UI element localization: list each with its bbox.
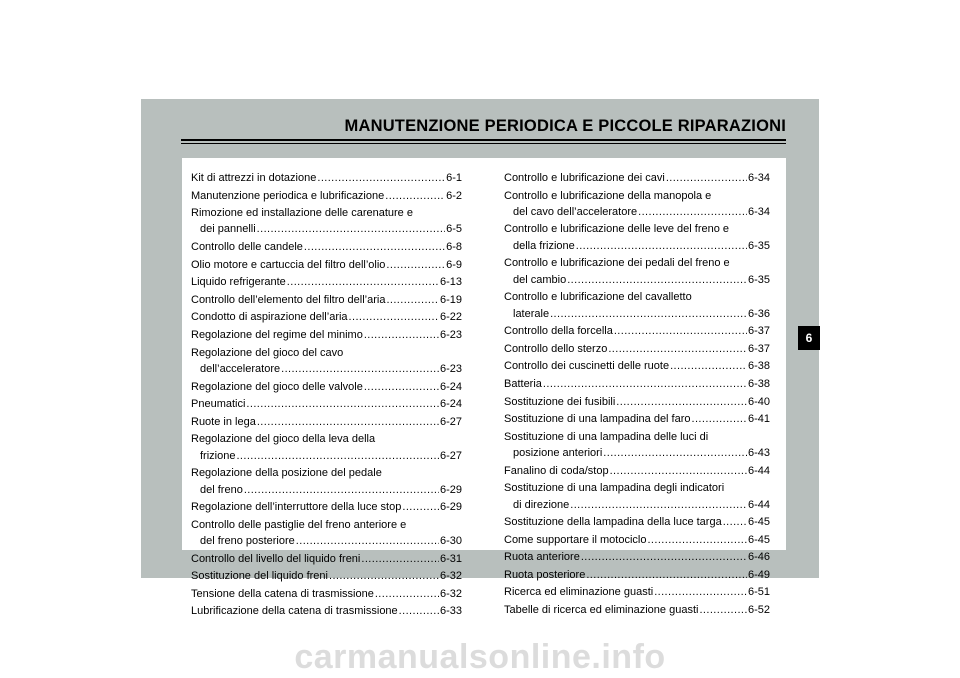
watermark: carmanualsonline.info: [294, 638, 666, 676]
toc-entry-text: Regolazione dell’interruttore della luce stop: [191, 501, 402, 514]
toc-leader-dots: [603, 445, 747, 461]
toc-entry-text: del cambio: [513, 273, 567, 286]
toc-leader-dots: [385, 188, 445, 204]
toc-leader-dots: [399, 603, 439, 619]
toc-entry[interactable]: [504, 376, 770, 392]
toc-entry[interactable]: [504, 532, 770, 548]
toc-page-number: 6-38: [747, 360, 770, 373]
toc-entry-text: Ruote in lega: [191, 415, 256, 428]
toc-entry[interactable]: [191, 327, 462, 343]
toc-entry-text: Liquido refrigerante: [191, 276, 286, 289]
toc-page-number: 6-36: [747, 307, 770, 320]
toc-page-number: 6-34: [747, 205, 770, 218]
toc-leader-dots: [386, 257, 445, 273]
toc-leader-dots: [699, 602, 747, 618]
toc-page-number: 6-33: [439, 605, 462, 618]
toc-entry-text: Come supportare il motociclo: [504, 533, 647, 546]
toc-leader-dots: [543, 376, 747, 392]
toc-entry[interactable]: [191, 379, 462, 395]
toc-leader-dots: [287, 274, 439, 290]
toc-entry-text: Controllo delle candele: [191, 241, 303, 254]
toc-entry[interactable]: [191, 499, 462, 515]
toc-entry[interactable]: [504, 255, 770, 288]
toc-page-number: 6-29: [439, 501, 462, 514]
title-rule-thick: [181, 139, 786, 141]
toc-entry-text: Sostituzione di una lampadina degli indicatori: [504, 482, 725, 495]
toc-entry-text: Controllo e lubrificazione delle leve del freno e: [504, 223, 730, 236]
toc-leader-dots: [608, 341, 747, 357]
toc-entry[interactable]: [191, 568, 462, 584]
toc-page-number: 6-45: [747, 516, 770, 529]
toc-entry-text: del cavo dell’acceleratore: [513, 205, 638, 218]
toc-page-number: 6-8: [446, 241, 462, 254]
toc-leader-dots: [244, 482, 439, 498]
toc-entry-text: Kit di attrezzi in dotazione: [191, 172, 317, 184]
toc-entry[interactable]: [191, 431, 462, 464]
toc-leader-dots: [723, 514, 747, 530]
toc-entry-text: Manutenzione periodica e lubrificazione: [191, 189, 385, 202]
toc-entry-text: Rimozione ed installazione delle carenature e: [191, 207, 413, 220]
toc-page-number: 6-46: [747, 551, 770, 564]
toc-entry[interactable]: [504, 188, 770, 221]
toc-column-right: [504, 170, 770, 620]
toc-entry[interactable]: [191, 414, 462, 430]
toc-leader-dots: [296, 533, 439, 549]
toc-page-number: 6-13: [439, 276, 462, 289]
toc-entry-text: Regolazione della posizione del pedale: [191, 467, 382, 480]
toc-leader-dots: [257, 414, 439, 430]
toc-entry-text: Tabelle di ricerca ed eliminazione guasti: [504, 604, 699, 617]
toc-entry[interactable]: [504, 221, 770, 254]
toc-entry[interactable]: [191, 292, 462, 308]
toc-page-number: 6-24: [439, 398, 462, 411]
toc-leader-dots: [386, 292, 439, 308]
toc-entry[interactable]: [504, 289, 770, 322]
toc-page-number: 6-32: [439, 587, 462, 600]
chapter-tab[interactable]: 6: [798, 326, 820, 350]
toc-page-number: 6-5: [446, 223, 462, 236]
toc-entry-text: Olio motore e cartuccia del filtro dell’olio: [191, 258, 386, 271]
toc-page-number: 6-32: [439, 570, 462, 583]
toc-entry[interactable]: [191, 257, 462, 273]
toc-entry-text: Controllo dei cuscinetti delle ruote: [504, 360, 670, 373]
toc-entry-text: Sostituzione di una lampadina delle luci di: [504, 430, 709, 443]
toc-entry[interactable]: [504, 602, 770, 618]
toc-entry-text: Controllo e lubrificazione del cavalletto: [504, 291, 692, 304]
toc-column-left: [191, 170, 462, 621]
toc-entry-text: dei pannelli: [200, 223, 256, 236]
toc-page-number: 6-37: [747, 325, 770, 338]
toc-page-number: 6-37: [747, 342, 770, 355]
toc-leader-dots: [654, 584, 747, 600]
toc-entry[interactable]: [504, 549, 770, 565]
toc-page-number: 6-40: [747, 395, 770, 408]
toc-entry[interactable]: [191, 517, 462, 550]
toc-entry[interactable]: [191, 188, 462, 204]
toc-entry-text: Tensione della catena di trasmissione: [191, 587, 374, 600]
toc-leader-dots: [361, 551, 439, 567]
toc-leader-dots: [329, 568, 439, 584]
toc-entry[interactable]: [504, 394, 770, 410]
toc-page-number: 6-19: [439, 293, 462, 306]
toc-entry[interactable]: [191, 603, 462, 619]
toc-entry-text: di direzione: [513, 498, 570, 511]
toc-entry-text: della frizione: [513, 239, 575, 252]
toc-entry-text: Condotto di aspirazione dell’aria: [191, 311, 348, 324]
toc-leader-dots: [349, 309, 439, 325]
title-rule-thin: [181, 143, 786, 144]
toc-entry-text: Controllo dello sterzo: [504, 342, 608, 355]
toc-entry[interactable]: [504, 567, 770, 583]
toc-page-number: 6-2: [446, 189, 462, 202]
toc-entry[interactable]: [504, 429, 770, 462]
toc-entry[interactable]: [191, 396, 462, 412]
toc-leader-dots: [375, 586, 439, 602]
toc-page-number: 6-27: [439, 449, 462, 462]
toc-leader-dots: [364, 327, 439, 343]
toc-page-number: 6-22: [439, 311, 462, 324]
toc-page-number: 6-23: [439, 362, 462, 375]
toc-leader-dots: [570, 497, 747, 513]
toc-page-number: 6-44: [747, 498, 770, 511]
toc-leader-dots: [666, 170, 747, 186]
toc-entry[interactable]: [504, 480, 770, 513]
toc-entry-text: del freno posteriore: [200, 534, 295, 547]
toc-page-number: 6-38: [747, 377, 770, 390]
toc-entry-text: Ruota posteriore: [504, 568, 586, 581]
toc-page-number: 6-52: [747, 604, 770, 617]
toc-leader-dots: [576, 238, 747, 254]
toc-entry-text: Regolazione del gioco delle valvole: [191, 380, 363, 393]
toc-leader-dots: [550, 306, 747, 322]
toc-entry-text: Sostituzione della lampadina della luce targa: [504, 516, 722, 529]
toc-leader-dots: [581, 549, 747, 565]
toc-page-number: 6-24: [439, 380, 462, 393]
toc-leader-dots: [304, 239, 445, 255]
toc-entry-text: Ruota anteriore: [504, 551, 580, 564]
toc-entry[interactable]: [191, 309, 462, 325]
toc-entry[interactable]: [191, 465, 462, 498]
toc-entry-text: Sostituzione dei fusibili: [504, 395, 616, 408]
toc-page-number: 6-27: [439, 415, 462, 428]
toc-entry[interactable]: [191, 274, 462, 290]
toc-entry-text: laterale: [513, 307, 550, 320]
toc-leader-dots: [692, 411, 747, 427]
toc-entry[interactable]: [504, 584, 770, 600]
toc-leader-dots: [246, 396, 439, 412]
toc-entry-text: frizione: [200, 449, 236, 462]
toc-entry[interactable]: [191, 551, 462, 567]
toc-entry[interactable]: [504, 323, 770, 339]
toc-entry-text: Ricerca ed eliminazione guasti: [504, 586, 654, 599]
toc-entry-text: Regolazione del gioco della leva della: [191, 433, 376, 446]
toc-page-number: 6-31: [439, 552, 462, 565]
toc-leader-dots: [567, 272, 747, 288]
toc-leader-dots: [610, 463, 747, 479]
toc-entry[interactable]: [191, 586, 462, 602]
toc-entry-text: Controllo della forcella: [504, 325, 613, 338]
toc-entry-text: Controllo e lubrificazione della manopola e: [504, 189, 712, 202]
toc-entry-text: Controllo dell’elemento del filtro dell’aria: [191, 293, 386, 306]
toc-leader-dots: [670, 358, 747, 374]
toc-leader-dots: [647, 532, 747, 548]
toc-page-number: 6-23: [439, 329, 462, 342]
toc-entry-text: Sostituzione del liquido freni: [191, 570, 328, 583]
toc-page-number: 6-43: [747, 447, 770, 460]
toc-leader-dots: [638, 204, 747, 220]
toc-entry-text: Pneumatici: [191, 398, 246, 411]
toc-entry-text: Controllo delle pastiglie del freno anteriore e: [191, 518, 407, 531]
toc-entry[interactable]: [504, 358, 770, 374]
toc-entry-text: Controllo e lubrificazione dei cavi: [504, 172, 665, 184]
toc-page-number: 6-45: [747, 533, 770, 546]
toc-page-number: 6-35: [747, 273, 770, 286]
toc-page-number: 6-41: [747, 413, 770, 426]
toc-entry[interactable]: [504, 514, 770, 530]
toc-page-number: 6-51: [747, 586, 770, 599]
toc-entry-text: Controllo e lubrificazione dei pedali del freno e: [504, 257, 730, 270]
toc-page-number: 6-9: [446, 258, 462, 271]
toc-leader-dots: [281, 361, 439, 377]
toc-entry-text: Fanalino di coda/stop: [504, 464, 609, 477]
toc-entry[interactable]: [504, 463, 770, 479]
toc-entry[interactable]: [504, 411, 770, 427]
page-title: MANUTENZIONE PERIODICA E PICCOLE RIPARAZIONI: [344, 117, 786, 135]
toc-leader-dots: [402, 499, 439, 515]
toc-page-number: 6-1: [446, 172, 462, 184]
toc-entry[interactable]: [191, 170, 462, 186]
toc-entry-text: posizione anteriori: [513, 447, 603, 460]
toc-leader-dots: [257, 221, 445, 237]
toc-leader-dots: [317, 170, 445, 186]
toc-entry-text: Sostituzione di una lampadina del faro: [504, 413, 691, 426]
toc-leader-dots: [586, 567, 747, 583]
toc-entry[interactable]: [504, 341, 770, 357]
toc-leader-dots: [236, 448, 439, 464]
toc-entry-text: dell’acceleratore: [200, 362, 281, 375]
toc-page-number: 6-35: [747, 239, 770, 252]
toc-page-number: 6-30: [439, 534, 462, 547]
toc-entry[interactable]: [504, 170, 770, 186]
toc-leader-dots: [364, 379, 439, 395]
toc-entry[interactable]: [191, 205, 462, 238]
toc-page-number: 6-44: [747, 464, 770, 477]
toc-entry[interactable]: [191, 239, 462, 255]
toc-entry-text: Regolazione del regime del minimo: [191, 329, 363, 342]
toc-leader-dots: [616, 394, 747, 410]
toc-page-number: 6-34: [747, 172, 770, 184]
toc-entry-text: Batteria: [504, 377, 542, 390]
toc-entry-text: del freno: [200, 483, 243, 496]
toc-entry-text: Regolazione del gioco del cavo: [191, 346, 344, 359]
toc-page-number: 6-29: [439, 483, 462, 496]
toc-entry-text: Controllo del livello del liquido freni: [191, 552, 361, 565]
toc-entry[interactable]: [191, 345, 462, 378]
toc-entry-text: Lubrificazione della catena di trasmissione: [191, 605, 398, 618]
toc-leader-dots: [614, 323, 747, 339]
toc-page-number: 6-49: [747, 568, 770, 581]
